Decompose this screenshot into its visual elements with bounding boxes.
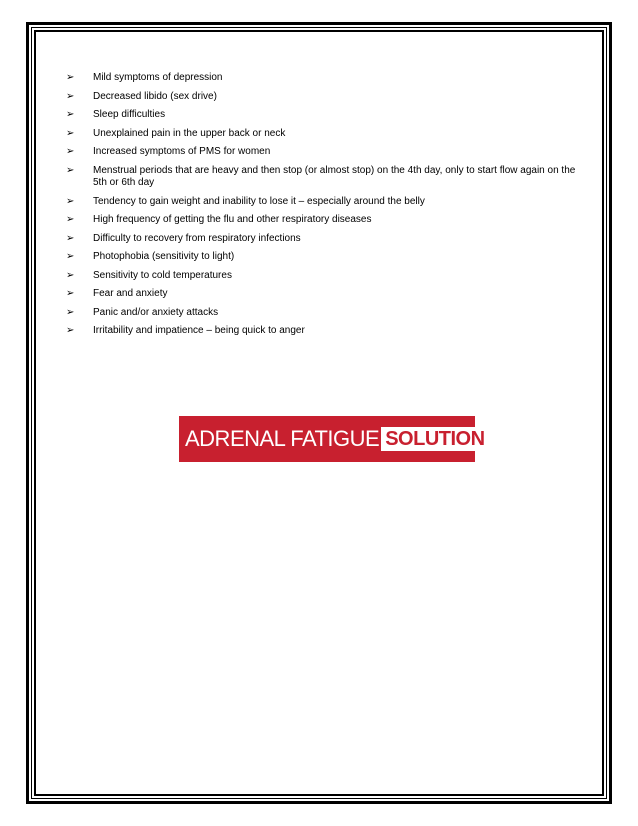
arrow-bullet-icon: ➢ [66,90,75,102]
arrow-bullet-icon: ➢ [66,288,75,299]
list-item [66,91,586,104]
list-item-text: Irritability and impatience – being quick to anger [93,325,305,336]
list-item-text: Mild symptoms of depression [93,72,223,83]
arrow-bullet-icon: ➢ [66,72,75,83]
arrow-bullet-icon: ➢ [66,269,75,281]
list-item [66,251,586,264]
list-item-text: Sleep difficulties [93,109,166,120]
list-item [66,72,586,85]
list-item-text: Sensitivity to cold temperatures [93,269,232,281]
list-item-text: Decreased libido (sex drive) [93,90,217,102]
arrow-bullet-icon: ➢ [66,164,75,176]
list-item [66,214,586,227]
list-item-text: Unexplained pain in the upper back or neck [93,127,286,139]
list-item-text: Increased symptoms of PMS for women [93,146,271,157]
arrow-bullet-icon: ➢ [66,127,75,139]
list-item-text: High frequency of getting the flu and other respiratory diseases [93,214,372,225]
list-item [66,165,586,190]
arrow-bullet-icon: ➢ [66,306,75,318]
list-item [66,270,586,283]
list-item [66,146,586,159]
list-item-text: Menstrual periods that are heavy and then stop (or almost stop) on the 4th day, only to start flow again on the 5th or 6th day [93,164,576,188]
logo-right-text: SOLUTION [381,427,488,451]
list-item [66,196,586,209]
list-item-text: Photophobia (sensitivity to light) [93,251,235,262]
arrow-bullet-icon: ➢ [66,214,75,225]
arrow-bullet-icon: ➢ [66,232,75,244]
adrenal-fatigue-solution-logo [179,416,485,462]
symptom-list [66,72,586,344]
arrow-bullet-icon: ➢ [66,251,75,262]
list-item-text: Fear and anxiety [93,288,168,299]
list-item [66,288,586,301]
list-item [66,307,586,320]
arrow-bullet-icon: ➢ [66,325,75,336]
arrow-bullet-icon: ➢ [66,109,75,120]
list-item-text: Tendency to gain weight and inability to lose it – especially around the belly [93,195,425,207]
list-item [66,128,586,141]
list-item [66,325,586,338]
logo-left-text: ADRENAL FATIGUE [185,426,380,451]
list-item [66,233,586,246]
list-item-text: Difficulty to recovery from respiratory infections [93,232,301,244]
arrow-bullet-icon: ➢ [66,146,75,157]
list-item-text: Panic and/or anxiety attacks [93,306,219,318]
list-item [66,109,586,122]
arrow-bullet-icon: ➢ [66,195,75,207]
